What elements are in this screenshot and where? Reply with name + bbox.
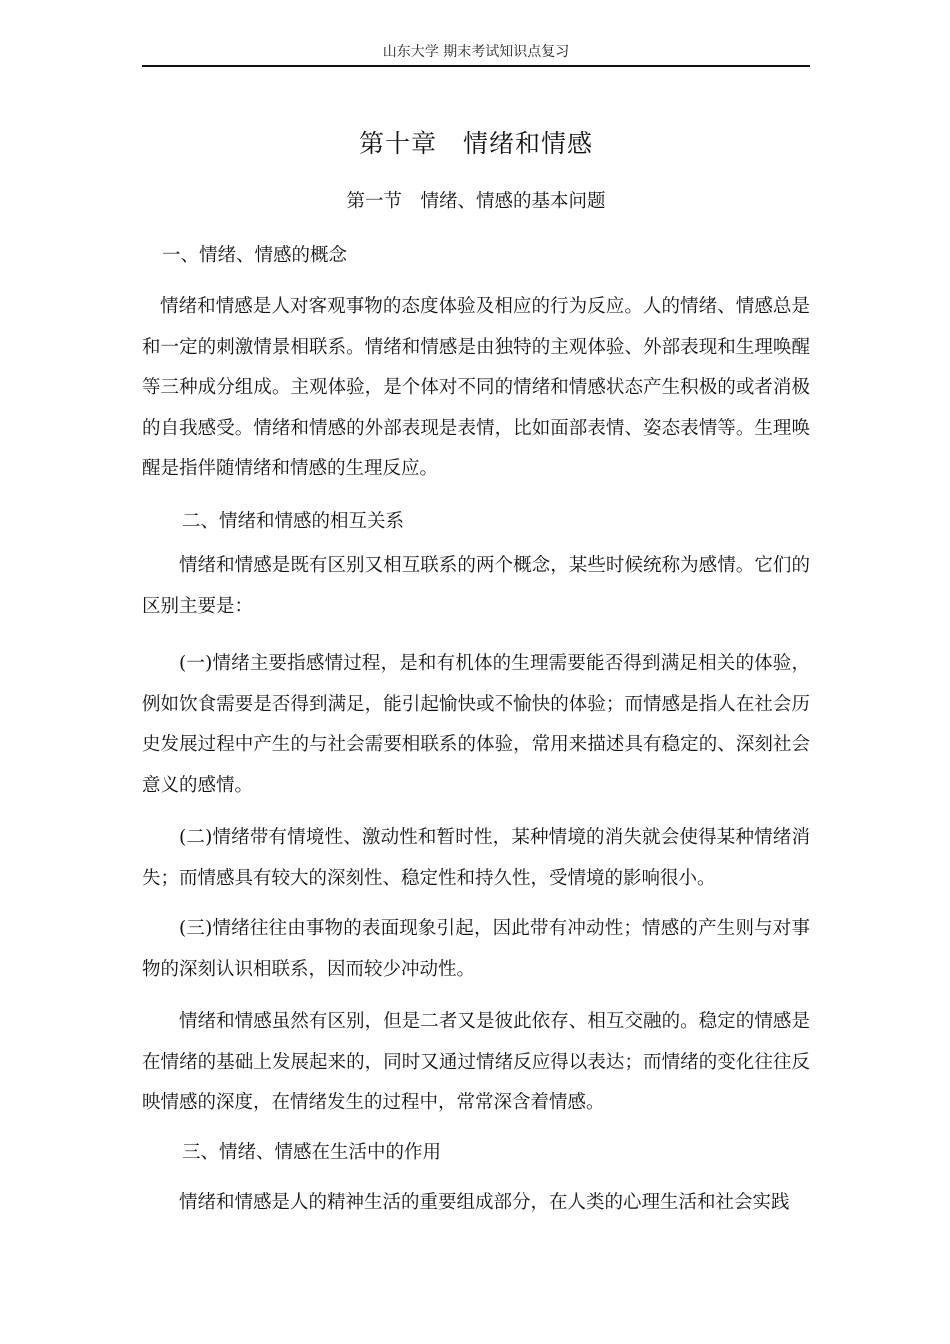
chapter-title: 第十章 情绪和情感 [358,129,593,158]
paragraph-difference-2: (二)情绪带有情境性、激动性和暂时性，某种情境的消失就会使得某种情绪消失；而情感具有较大的深刻性、稳定性和持久性，受情境的影响很小。 [142,827,810,889]
paragraph-interdependence: 情绪和情感虽然有区别，但是二者又是彼此依存、相互交融的。稳定的情感是在情绪的基础上发展起来的，同时又通过情绪反应得以表达；而情绪的变化往往反映情感的深度，在情绪发生的过程中，常常深含着情感。 [142,1011,810,1113]
section-title: 第一节 情绪、情感的基本问题 [346,191,606,212]
heading-relationship: 二、情绪和情感的相互关系 [182,511,405,532]
paragraph-difference-1: (一)情绪主要指感情过程，是和有机体的生理需要能否得到满足相关的体验，例如饮食需要是否得到满足，能引起愉快或不愉快的体验；而情感是指人在社会历史发展过程中产生的与社会需要相联系的体验，常用来描述具有稳定的、深刻社会意义的感情。 [142,653,810,796]
paragraph-concept: 情绪和情感是人对客观事物的态度体验及相应的行为反应。人的情绪、情感总是和一定的刺激情景相联系。情绪和情感是由独特的主观体验、外部表现和生理唤醒等三种成分组成。主观体验，是个体对不同的情绪和情感状态产生积极的或者消极的自我感受。情绪和情感的外部表现是表情，比如面部表情、姿态表情等。生理唤醒是指伴随情绪和情感的生理反应。 [142,296,810,479]
paragraph-relationship-intro: 情绪和情感是既有区别又相互联系的两个概念，某些时候统称为感情。它们的区别主要是： [142,555,810,617]
running-header: 山东大学 期末考试知识点复习 [382,44,570,60]
header-divider [142,65,810,67]
paragraph-role: 情绪和情感是人的精神生活的重要组成部分，在人类的心理生活和社会实践 [179,1192,790,1213]
paragraph-difference-3: (三)情绪往往由事物的表面现象引起，因此带有冲动性；情感的产生则与对事物的深刻认识相联系，因而较少冲动性。 [142,918,810,980]
heading-role: 三、情绪、情感在生活中的作用 [182,1142,442,1163]
heading-concept: 一、情绪、情感的概念 [162,245,348,266]
